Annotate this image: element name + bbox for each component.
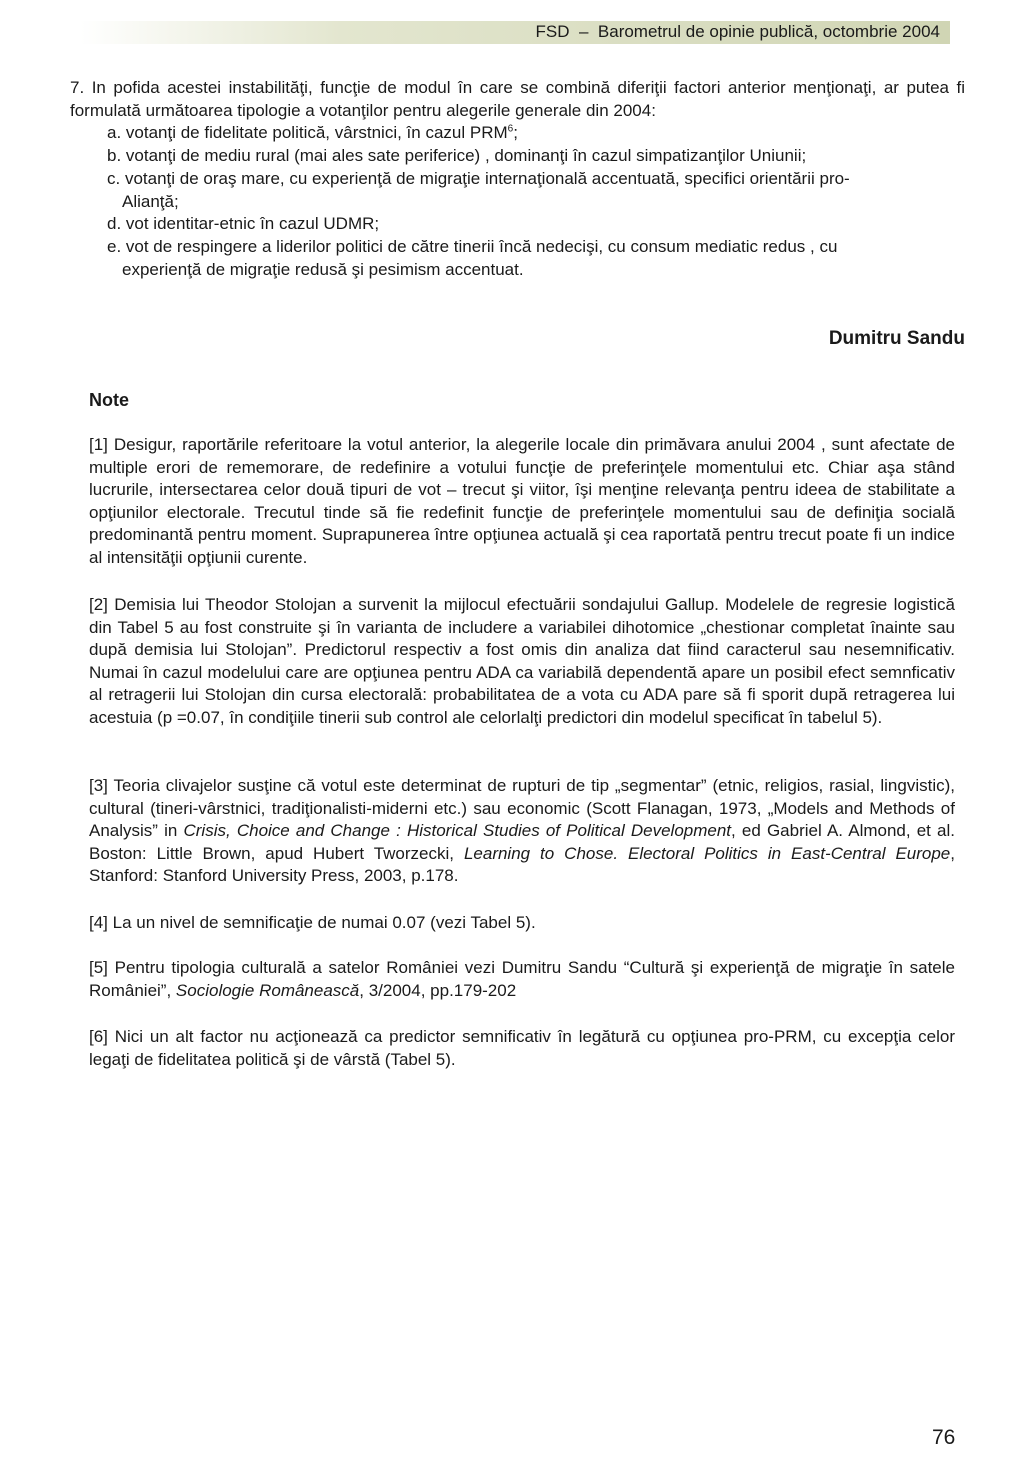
footnote-3-title-1: Crisis, Choice and Change : Historical Studies of Political Development bbox=[183, 821, 732, 840]
footnote-5-journal: Sociologie Românească bbox=[175, 980, 360, 1000]
item-7-a-text: a. votanţi de fidelitate politică, vârstnici, în cazul PRM bbox=[107, 123, 508, 142]
item-7-c-line2: Alianţă; bbox=[122, 191, 179, 211]
page-number: 76 bbox=[932, 1426, 956, 1449]
footnote-3-title-2: Learning to Chose. Electoral Politics in East-Central Europe bbox=[463, 843, 951, 863]
footnote-5-text-b: , 3/2004, pp.179-202 bbox=[359, 980, 517, 1000]
author-name: Dumitru Sandu bbox=[828, 328, 965, 349]
item-7-c-line1: c. votanţi de oraş mare, cu experienţă de migraţie internaţională accentuată, specifici orientării pro- bbox=[107, 169, 850, 188]
footnote-1: [1] Desigur, raportările referitoare la votul anterior, la alegerile locale din primăvara anului 2004 , sunt afectate de multiple erori de rememorare, de redefinire a votului funcţie de preferinţele momentului etc. Chiar aşa stând lucrurile, intersectarea celor două tipuri de vot – trecut şi viitor, îşi menţine relevanţa pentru ideea de stabilitate a opţiunilor electorale. Trecutul tinde să fie redefinit funcţie de preferinţele momentului sau de definiţia socială predominantă pentru moment. Suprapunerea între opţiunea actuală şi cea raportată pentru trecut poate fi un indice al intensităţii opţiunii curente. bbox=[89, 435, 955, 567]
page-header-bar bbox=[80, 21, 950, 44]
item-7-e-line2: experienţă de migraţie redusă şi pesimism accentuat. bbox=[122, 259, 524, 279]
footnote-3-text-b: , ed Gabriel A. Almond, et al. Boston: Little Brown, apud Hubert Tworzecki, bbox=[89, 821, 956, 863]
footnote-ref-6[interactable]: 6 bbox=[507, 123, 514, 135]
notes-heading: Note bbox=[89, 390, 129, 410]
footnote-2: [2] Demisia lui Theodor Stolojan a survenit la mijlocul efectuării sondajului Gallup. Modelele de regresie logistică din Tabel 5 au fost construite şi în varianta de includere a variabilei dihotomice „chestionar completat înainte sau după demisia lui Stolojan”. Predictorul respectiv a fost omis din analiza dat fiind caracterul sau nesemnificativ. Numai în cazul modelului care are opţiunea pentru ADA ca variabilă dependentă apare un posibil efect semnficativ al retragerii lui Stolojan din cursa electorală: probabilitatea de a vota cu ADA pare să fi sporit după retragerea lui acestuia (p =0.07, în condiţiile tinerii sub control ale celorlalţi predictori din modelul specificat în tabelul 5). bbox=[89, 595, 955, 727]
footnote-3-text-a: [3] Teoria clivajelor susţine că votul este determinat de rupturi de tip „segmentar” (etnic, religios, rasial, lingvistic), cultural (tineri-vârstnici, tradiţionalisti-miderni etc.) sau economic (Scott Flanagan, 1973, „Models and Methods of Analysis” in bbox=[89, 776, 955, 840]
item-7-a-end: ; bbox=[513, 123, 518, 142]
item-7-a bbox=[107, 122, 965, 145]
item-7-intro: 7. In pofida acestei instabilităţi, funcţie de modul în care se combină diferiţii factori anterior menţionaţi, ar putea fi formulată următoarea tipologie a votanţilor pentru alegerile generale din 2004: bbox=[70, 78, 965, 120]
item-7-e-line1: e. vot de respingere a liderilor politici de către tinerii încă nedecişi, cu consum mediatic redus , cu bbox=[107, 237, 838, 256]
footnote-4: [4] La un nivel de semnificaţie de numai 0.07 (vezi Tabel 5). bbox=[89, 913, 536, 932]
footnote-6: [6] Nici un alt factor nu acţionează ca predictor semnificativ în legătură cu opţiunea pro-PRM, cu excepţia celor legaţi de fidelitatea politică şi de vârstă (Tabel 5). bbox=[89, 1027, 955, 1069]
item-7-b: b. votanţi de mediu rural (mai ales sate periferice) , dominanţi în cazul simpatizanţilor Uniunii; bbox=[107, 146, 807, 165]
item-7-e bbox=[107, 236, 965, 281]
item-7-d: d. vot identitar-etnic în cazul UDMR; bbox=[107, 214, 380, 233]
page-header-text: FSD – Barometrul de opinie publică, octombrie 2004 bbox=[535, 22, 940, 41]
footnote-5 bbox=[89, 957, 955, 1002]
item-7-c bbox=[107, 168, 965, 213]
footnote-3-text-c: , Stanford: Stanford University Press, 2003, p.178. bbox=[89, 843, 955, 885]
footnote-3 bbox=[89, 775, 955, 888]
footnote-5-text-a: [5] Pentru tipologia culturală a satelor României vezi Dumitru Sandu “Cultură şi experienţă de migraţie în satele României”, bbox=[89, 958, 955, 1000]
